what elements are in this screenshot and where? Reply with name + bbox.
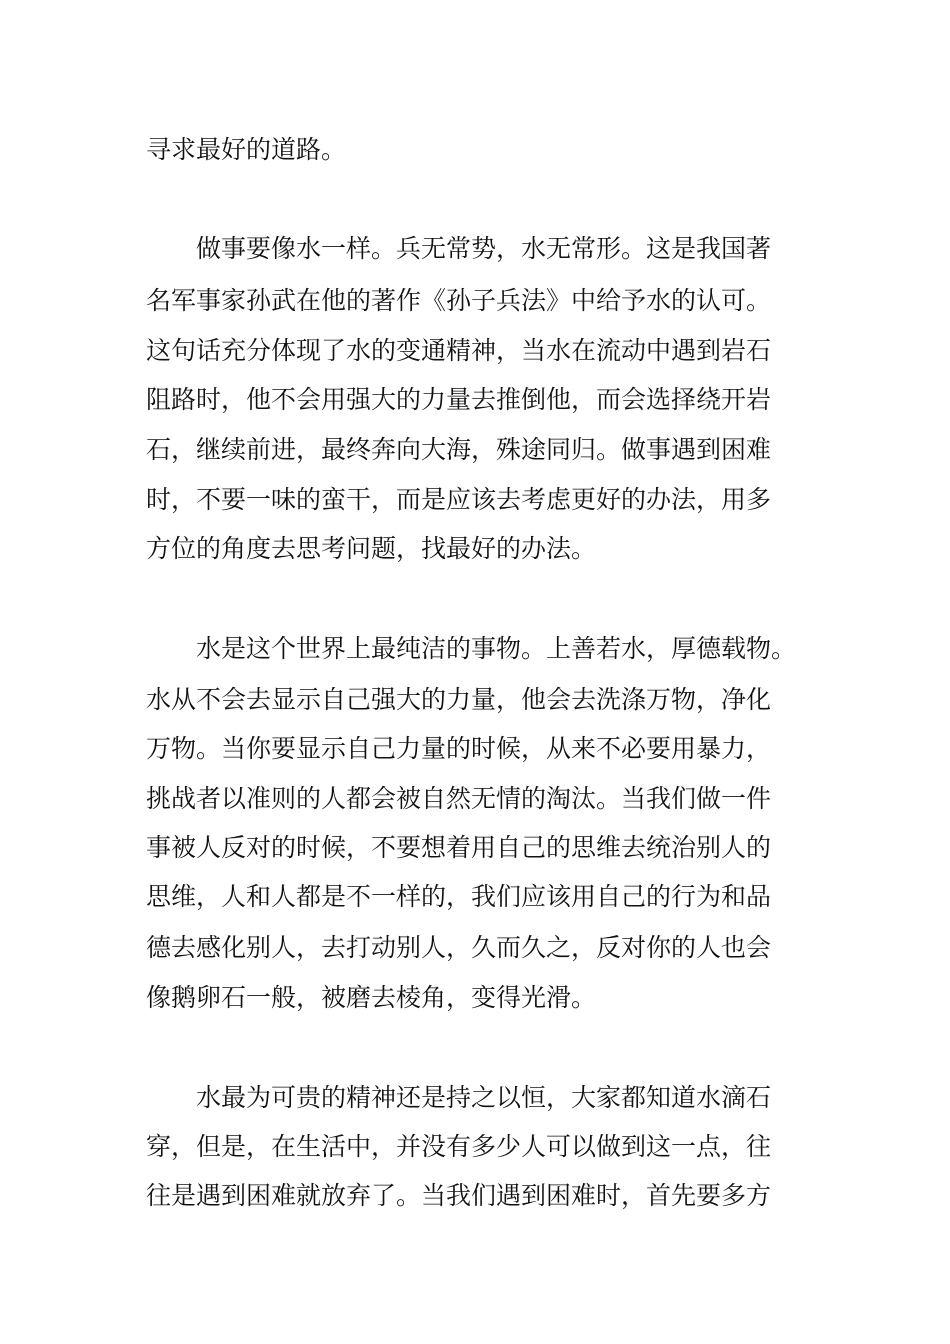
text-line: 石，继续前进，最终奔向大海，殊途同归。做事遇到困难: [146, 435, 772, 464]
text-line: 德去感化别人，去打动别人，久而久之，反对你的人也会: [146, 933, 772, 962]
text-line: 这句话充分体现了水的变通精神，当水在流动中遇到岩石: [146, 336, 772, 365]
text-line: 寻求最好的道路。: [146, 135, 347, 164]
text-line: 阻路时，他不会用强大的力量去推倒他，而会选择绕开岩: [146, 385, 772, 414]
text-line: 挑战者以准则的人都会被自然无情的淘汰。当我们做一件: [146, 784, 772, 813]
text-line: 往是遇到困难就放弃了。当我们遇到困难时，首先要多方: [146, 1181, 772, 1210]
text-line: 时，不要一味的蛮干，而是应该去考虑更好的办法，用多: [146, 485, 772, 514]
text-line: 做事要像水一样。兵无常势，水无常形。这是我国著: [146, 234, 772, 263]
text-line: 水从不会去显示自己强大的力量，他会去洗涤万物，净化: [146, 685, 772, 714]
text-line: 事被人反对的时候，不要想着用自己的思维去统治别人的: [146, 833, 772, 862]
text-line: 水是这个世界上最纯洁的事物。上善若水，厚德载物。: [146, 634, 797, 663]
text-line: 方位的角度去思考问题，找最好的办法。: [146, 534, 597, 563]
text-line: 像鹅卵石一般，被磨去棱角，变得光滑。: [146, 983, 597, 1012]
text-line: 名军事家孙武在他的著作《孙子兵法》中给予水的认可。: [146, 286, 772, 315]
text-line: 水最为可贵的精神还是持之以恒，大家都知道水滴石: [146, 1083, 772, 1112]
text-line: 万物。当你要显示自己力量的时候，从来不必要用暴力，: [146, 734, 772, 763]
text-line: 思维，人和人都是不一样的，我们应该用自己的行为和品: [146, 882, 772, 911]
text-line: 穿，但是，在生活中，并没有多少人可以做到这一点，往: [146, 1132, 772, 1161]
